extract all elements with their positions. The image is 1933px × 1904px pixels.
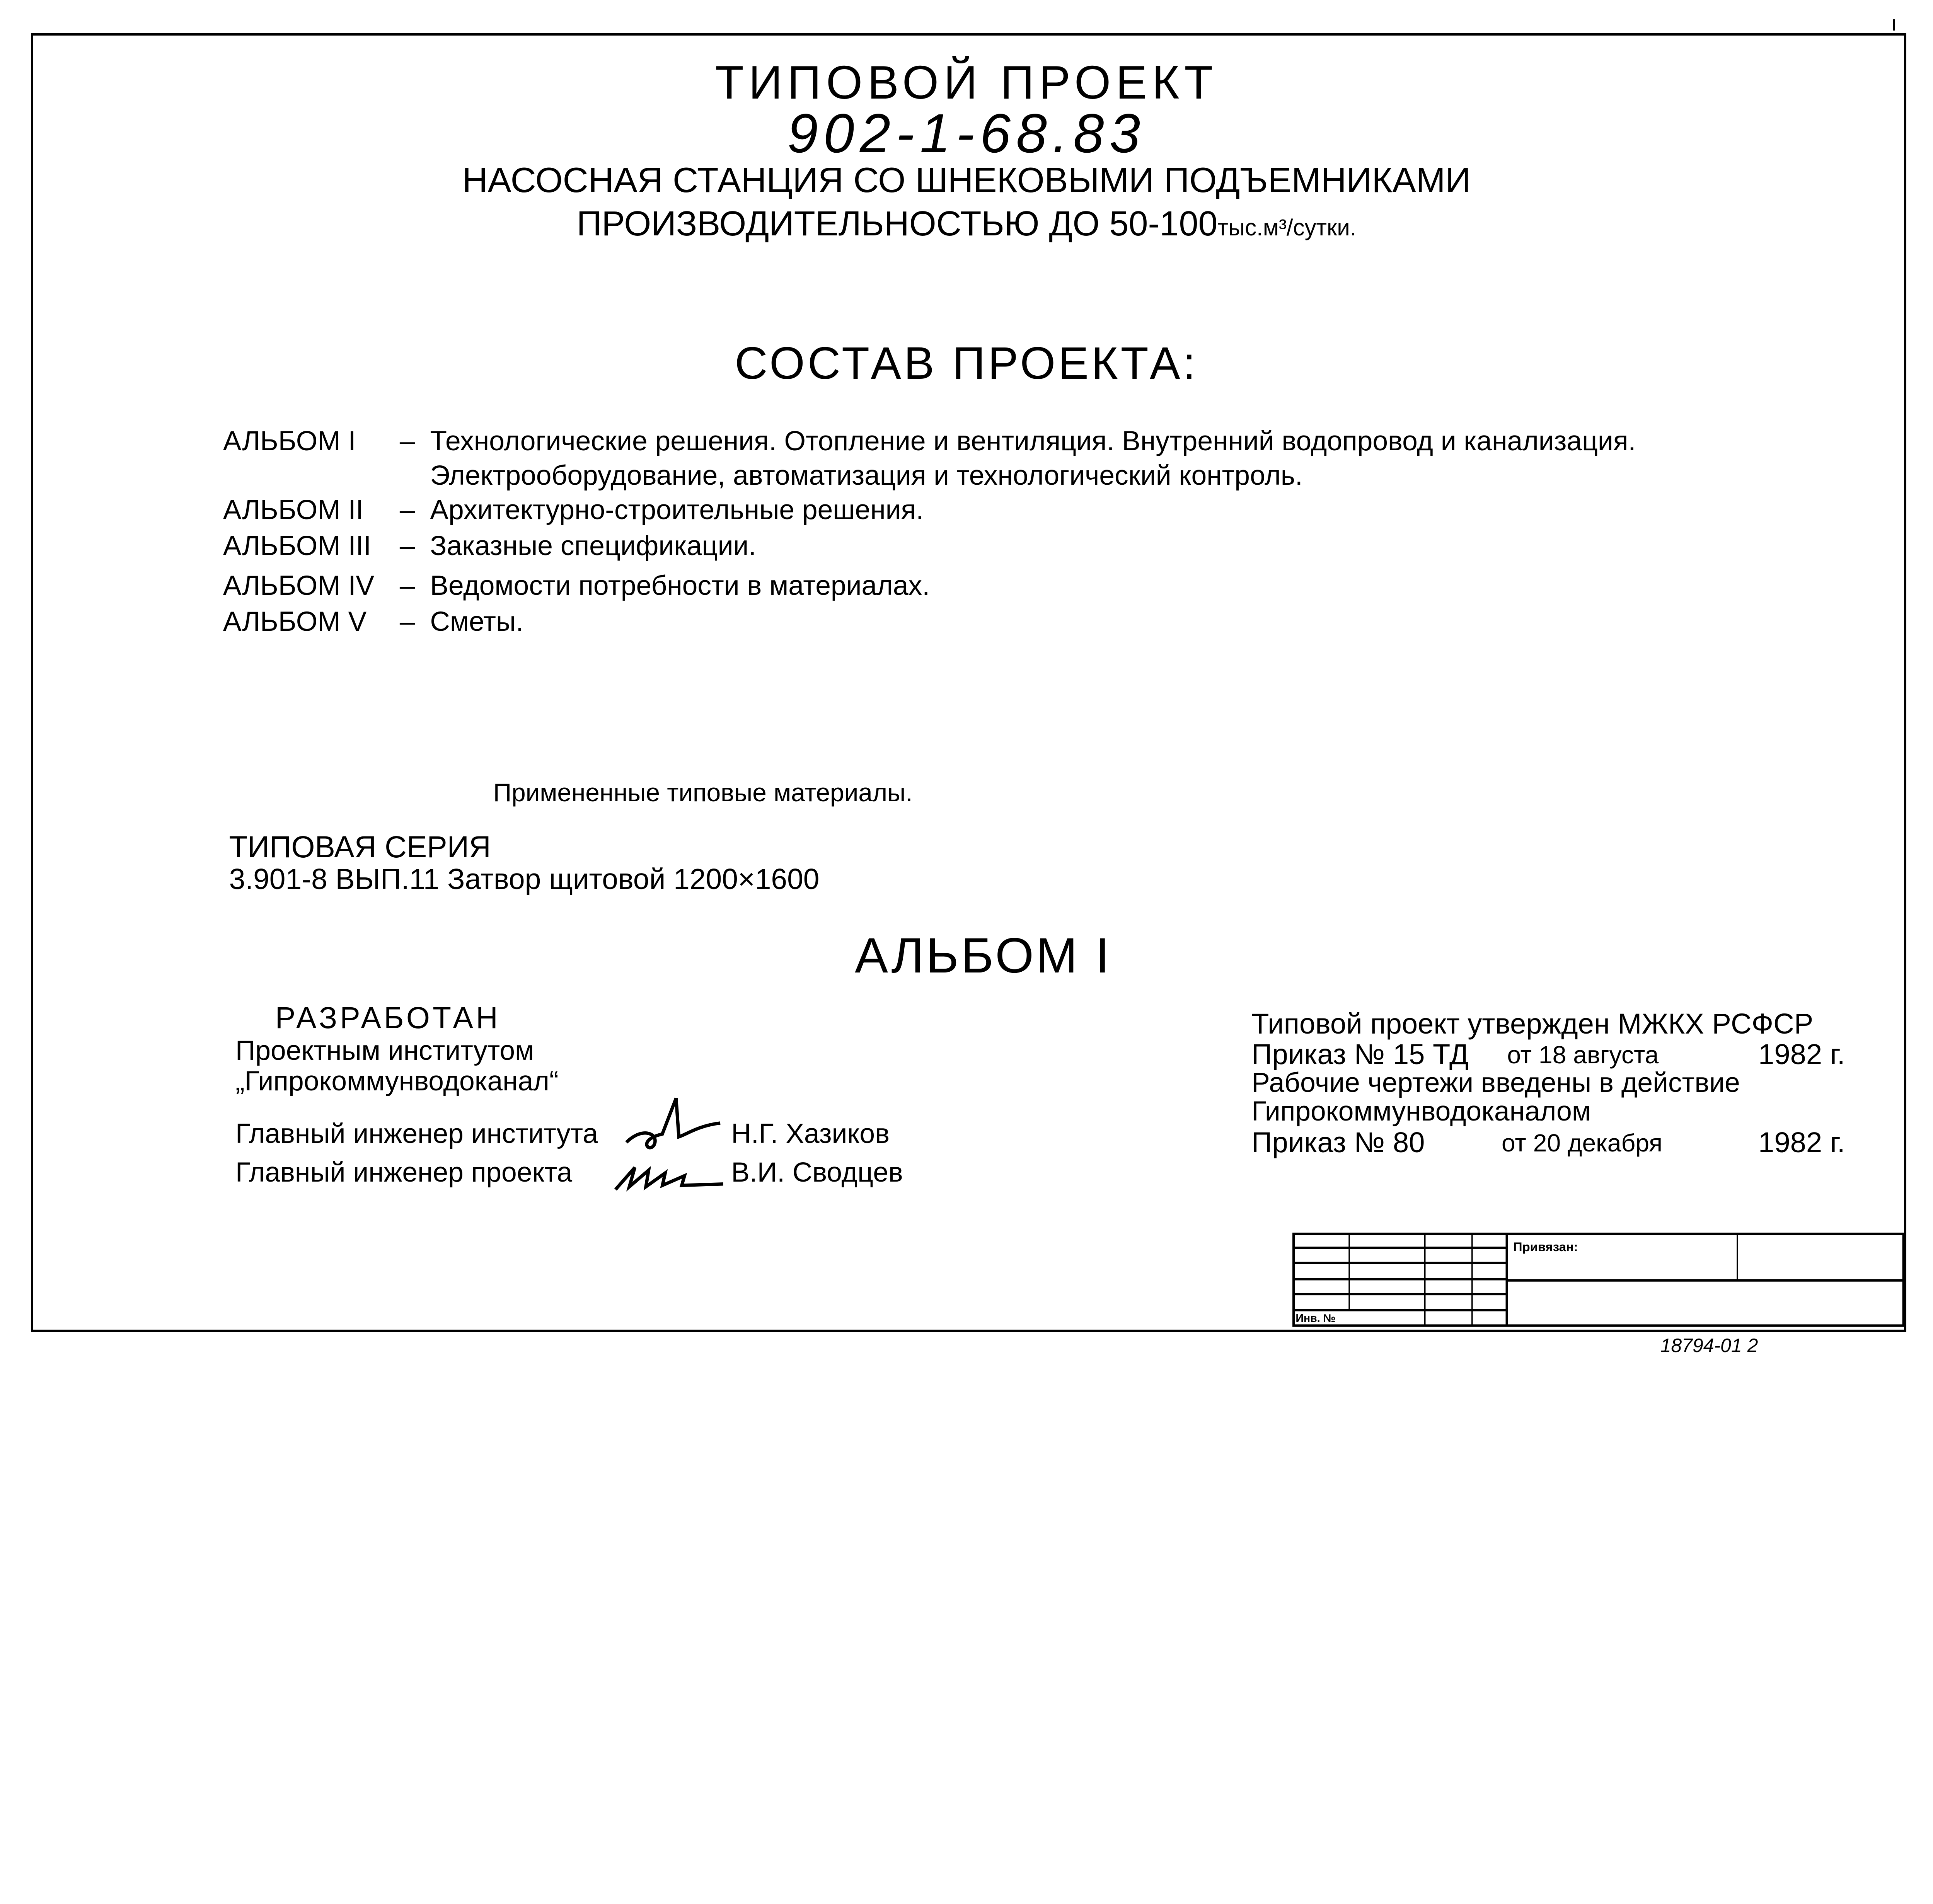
album-3-dash: – <box>399 530 415 561</box>
developed-heading: РАЗРАБОТАН <box>275 1001 501 1035</box>
album-5-dash: – <box>399 606 415 637</box>
album-4-label: АЛЬБОМ IV <box>223 570 375 601</box>
title-block <box>1292 1233 1905 1327</box>
album-4-row <box>223 570 930 601</box>
bound-label: Привязан: <box>1513 1240 1578 1254</box>
album-4-dash: – <box>399 570 415 601</box>
album-2-dash: – <box>399 494 415 526</box>
album-1-dash: – <box>399 425 415 456</box>
album-1-text: Технологические решения. Отопление и вентиляция. Внутренний водопровод и канализация. <box>430 425 1636 456</box>
developed-line-1: Проектным институтом <box>235 1035 534 1066</box>
approval-line-4: Гипрокоммунводоканалом <box>1251 1096 1591 1127</box>
signature-khazikov <box>621 1093 726 1156</box>
composition-heading: СОСТАВ ПРОЕКТА: <box>735 337 1198 389</box>
title-block-lines <box>1292 1233 1905 1327</box>
album-5-text: Сметы. <box>430 606 524 637</box>
developed-line-2: „Гипрокоммунводоканал“ <box>235 1065 559 1097</box>
album-2-text: Архитектурно-строительные решения. <box>430 494 924 526</box>
album-3-row <box>223 530 756 562</box>
capacity-unit: тыс.м³/сутки. <box>1217 215 1357 241</box>
album-4-text: Ведомости потребности в материалах. <box>430 570 930 601</box>
album-5-label: АЛЬБОМ V <box>223 606 367 637</box>
album-1-row <box>223 425 1636 457</box>
series-line: 3.901-8 ВЫП.11 Затвор щитовой 1200×1600 <box>229 863 820 896</box>
sheet-code: 18794-01 2 <box>1660 1335 1758 1357</box>
signature-svodtsev <box>613 1159 729 1195</box>
order-2-date: от 20 декабря <box>1502 1129 1663 1157</box>
inventory-number-label: Инв. № <box>1295 1312 1336 1325</box>
approval-line-3: Рабочие чертежи введены в действие <box>1251 1067 1740 1098</box>
capacity-text: ПРОИЗВОДИТЕЛЬНОСТЬЮ ДО 50-100 <box>576 204 1218 244</box>
chief-institute-name: Н.Г. Хазиков <box>731 1118 890 1149</box>
project-subtitle-2 <box>0 204 1933 244</box>
materials-heading: Примененные типовые материалы. <box>493 778 913 807</box>
order-2-label: Приказ № 80 <box>1251 1126 1425 1159</box>
order-1-date: от 18 августа <box>1507 1041 1659 1069</box>
series-label: ТИПОВАЯ СЕРИЯ <box>229 829 491 864</box>
album-5-row <box>223 606 523 637</box>
order-1-label: Приказ № 15 ТД <box>1251 1038 1469 1070</box>
album-title: АЛЬБОМ I <box>855 928 1112 983</box>
album-1-text-2: Электрооборудование, автоматизация и технологический контроль. <box>430 460 1303 491</box>
chief-project-name: В.И. Сводцев <box>731 1156 903 1188</box>
album-2-row <box>223 494 924 526</box>
album-3-label: АЛЬБОМ III <box>223 530 372 561</box>
album-1-label: АЛЬБОМ I <box>223 425 356 456</box>
chief-institute-label: Главный инженер института <box>235 1118 598 1149</box>
project-number: 902-1-68.83 <box>787 103 1146 165</box>
approval-line-1: Типовой проект утвержден МЖКХ РСФСР <box>1251 1008 1814 1040</box>
document-title: ТИПОВОЙ ПРОЕКТ <box>715 56 1218 109</box>
project-subtitle-1: НАСОСНАЯ СТАНЦИЯ СО ШНЕКОВЫМИ ПОДЪЕМНИКАМИ <box>462 160 1471 200</box>
chief-project-label: Главный инженер проекта <box>235 1156 573 1188</box>
album-2-label: АЛЬБОМ II <box>223 494 364 526</box>
order-2-year: 1982 г. <box>1758 1126 1845 1159</box>
order-1-year: 1982 г. <box>1758 1038 1845 1070</box>
corner-mark <box>1893 19 1895 31</box>
album-3-text: Заказные спецификации. <box>430 530 757 561</box>
